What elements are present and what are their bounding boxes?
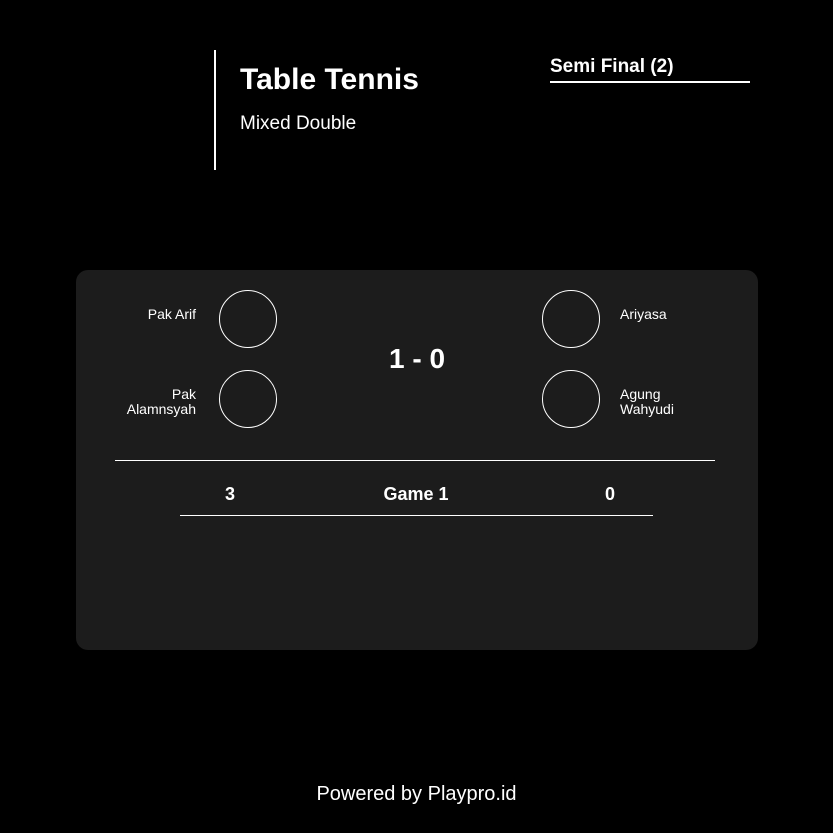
footer-powered-by: Powered by Playpro.id: [316, 783, 517, 805]
match-score: 1 - 0: [388, 343, 446, 374]
right-player-2-avatar: [542, 370, 600, 428]
left-player-2-name: Pak Alamnsyah: [126, 386, 196, 417]
header-divider: [214, 50, 216, 170]
sport-title: Table Tennis: [240, 63, 419, 96]
left-player-2-avatar: [219, 370, 277, 428]
game-1-left-score: 3: [224, 484, 235, 504]
game-1-label: Game 1: [383, 484, 449, 504]
left-player-1-name: Pak Arif: [147, 306, 196, 322]
right-player-1-name: Ariyasa: [620, 306, 667, 322]
game-1-right-score: 0: [604, 484, 615, 504]
round-label: Semi Final (2): [550, 56, 674, 77]
right-player-1-avatar: [542, 290, 600, 348]
left-player-1-avatar: [219, 290, 277, 348]
score-card: [76, 270, 758, 650]
sport-category: Mixed Double: [240, 113, 357, 134]
game-row-divider: [180, 515, 653, 516]
round-underline: [550, 81, 750, 83]
card-divider: [115, 460, 715, 461]
right-player-2-name: Agung Wahyudi: [620, 386, 674, 417]
